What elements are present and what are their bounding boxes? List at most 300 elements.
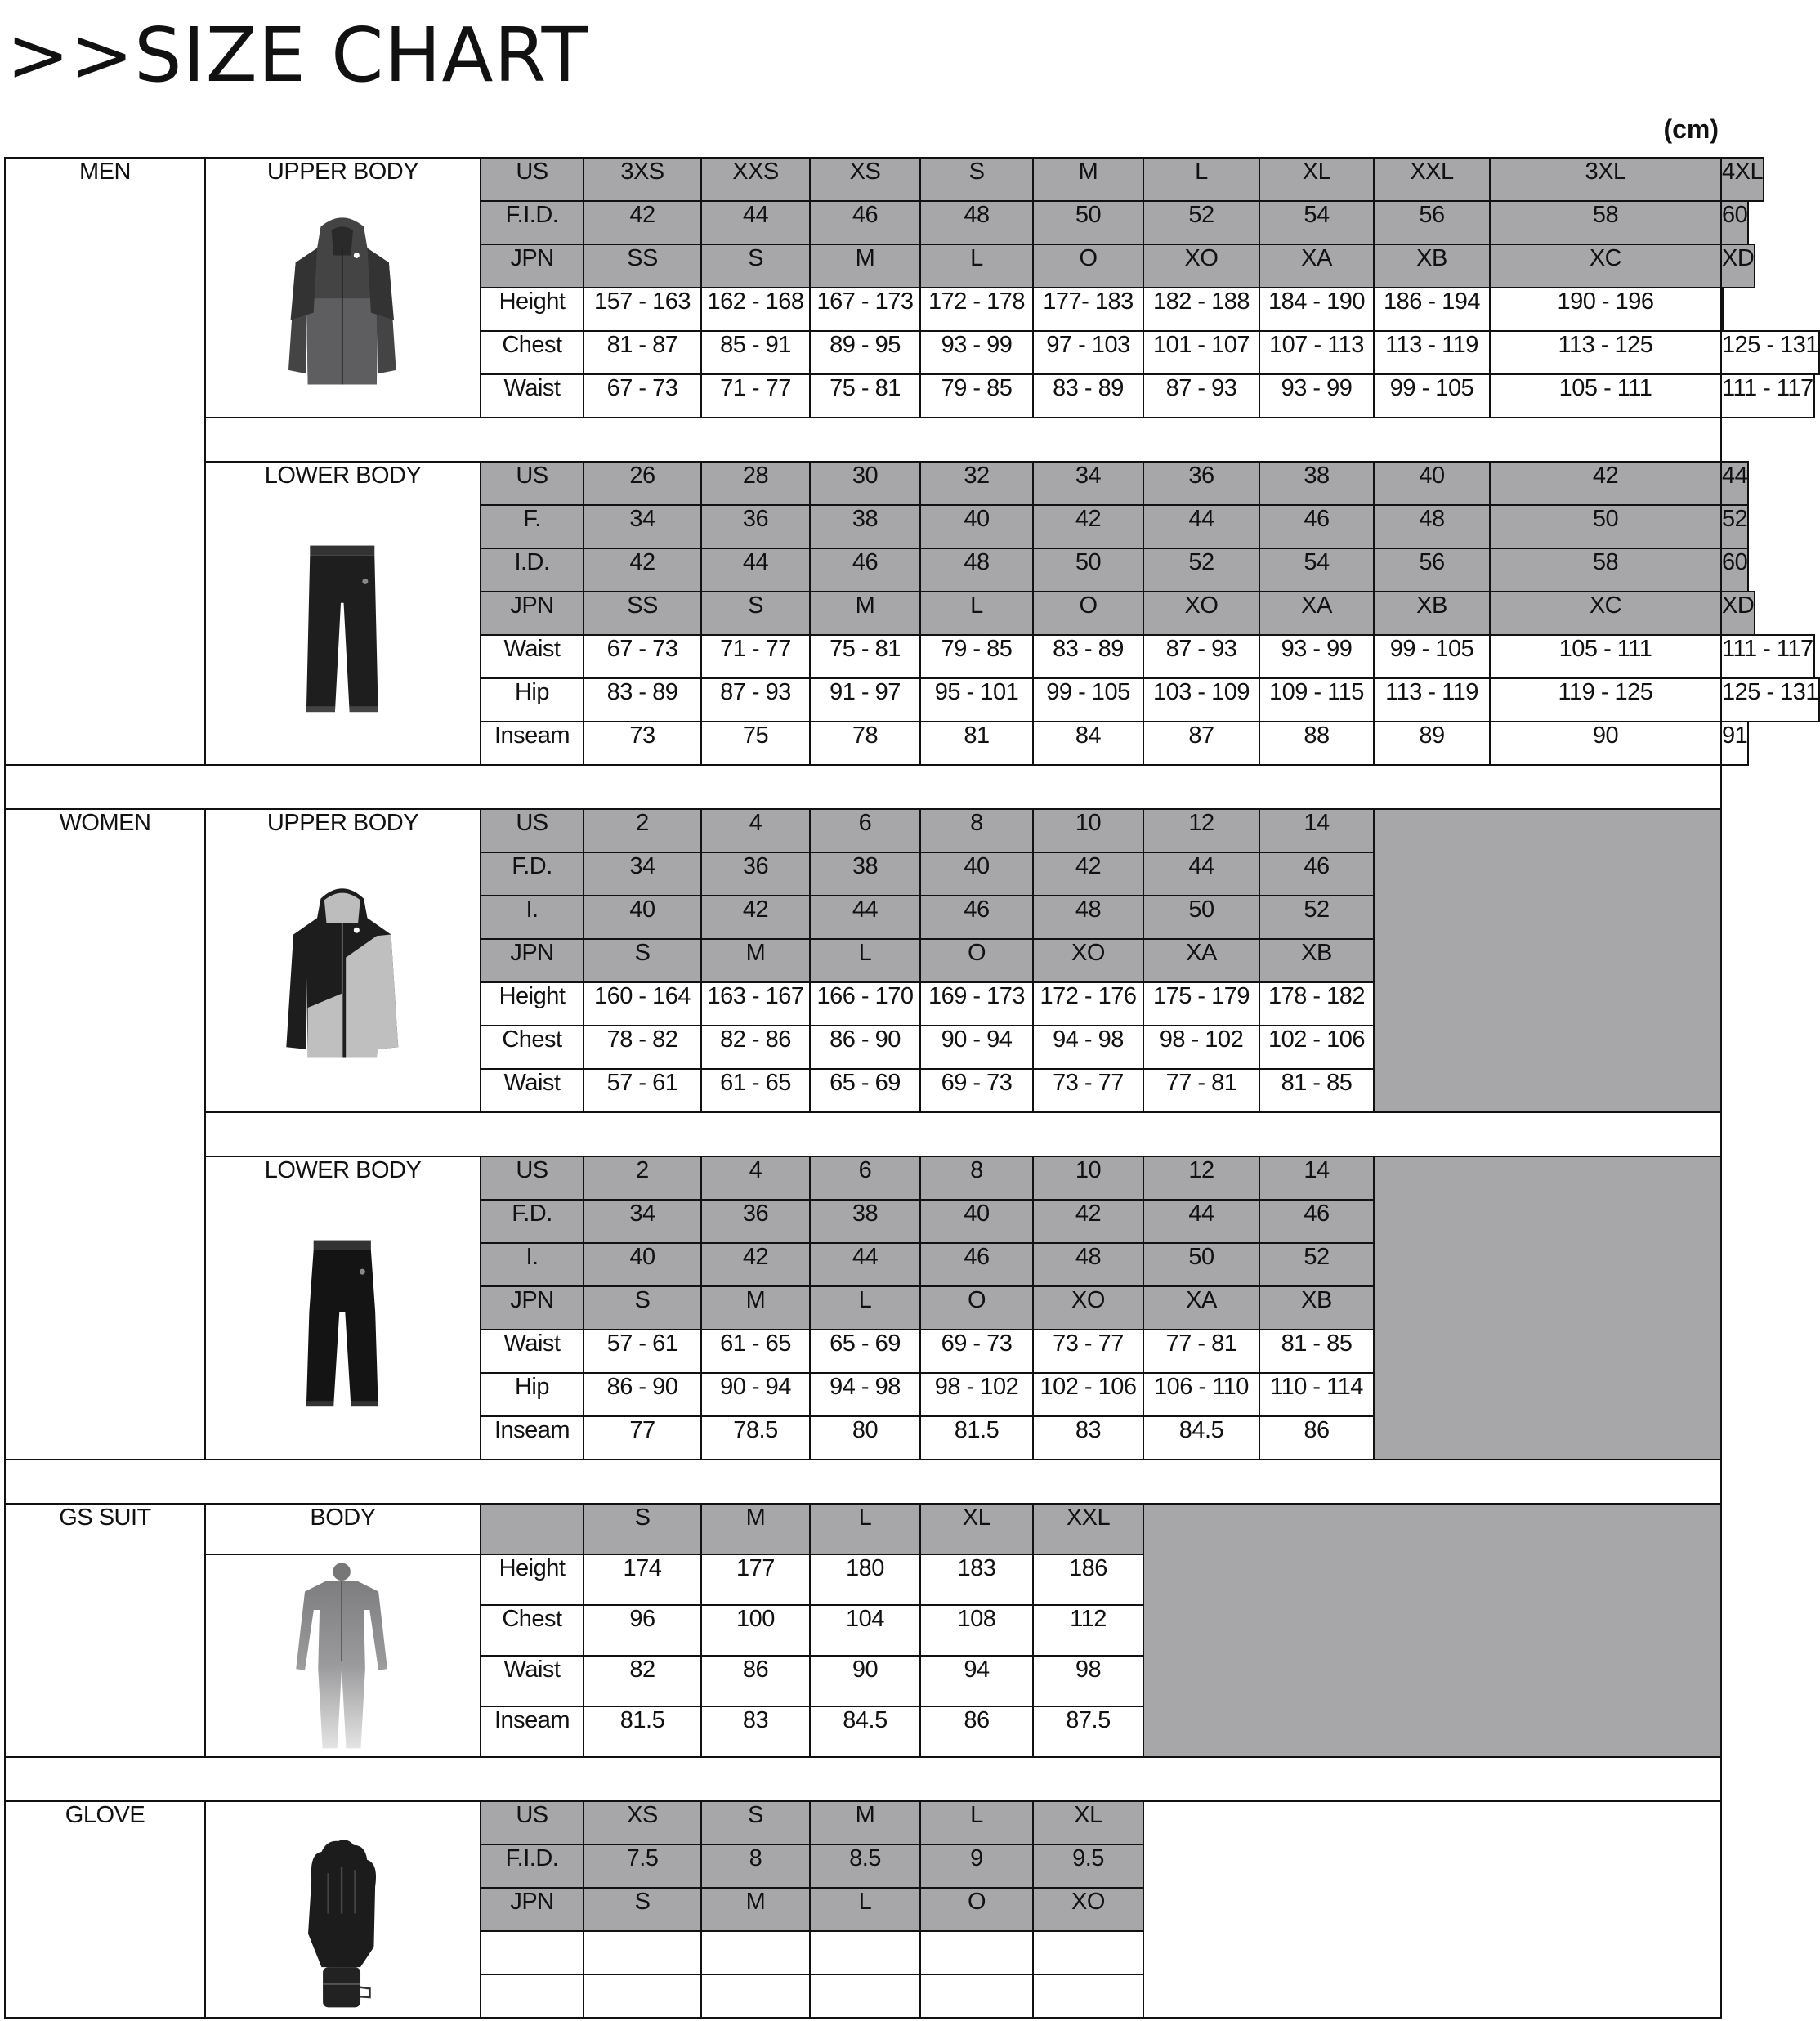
row-header: JPN bbox=[480, 1887, 584, 1932]
size-cell: XB bbox=[1259, 1285, 1375, 1330]
section-label: WOMEN bbox=[4, 808, 206, 1460]
row-header: US bbox=[480, 157, 584, 202]
size-cell: 86 - 90 bbox=[583, 1372, 702, 1417]
size-cell: 8 bbox=[700, 1844, 811, 1889]
row-header: F. bbox=[480, 504, 584, 549]
row-header: I. bbox=[480, 895, 584, 940]
unit-label: (cm) bbox=[1663, 114, 1719, 144]
size-cell: S bbox=[919, 157, 1034, 202]
size-cell: XL bbox=[1032, 1800, 1144, 1845]
section-separator bbox=[4, 1756, 1722, 1802]
size-cell: 109 - 115 bbox=[1259, 677, 1375, 722]
size-cell: S bbox=[700, 244, 811, 288]
size-cell: 46 bbox=[1259, 504, 1375, 549]
section-label: GLOVE bbox=[4, 1800, 206, 2019]
size-cell: 94 - 98 bbox=[809, 1372, 921, 1417]
size-cell: 75 - 81 bbox=[809, 373, 921, 418]
size-cell: 99 - 105 bbox=[1032, 677, 1144, 722]
size-cell: 8 bbox=[919, 808, 1034, 853]
size-cell: 183 bbox=[919, 1554, 1034, 1606]
size-cell: 75 - 81 bbox=[809, 634, 921, 679]
row-header: Height bbox=[480, 1554, 584, 1606]
block-separator bbox=[204, 417, 1722, 463]
row-header bbox=[480, 1974, 584, 2019]
size-cell: 93 - 99 bbox=[1259, 373, 1375, 418]
size-cell: 96 bbox=[583, 1604, 702, 1657]
size-cell: XB bbox=[1373, 244, 1491, 288]
size-cell: XC bbox=[1489, 591, 1722, 636]
size-cell: 90 - 94 bbox=[700, 1372, 811, 1417]
size-cell: 2 bbox=[583, 808, 702, 853]
size-cell: M bbox=[700, 938, 811, 983]
size-cell: 125 - 131 bbox=[1720, 330, 1820, 375]
row-header: US bbox=[480, 1156, 584, 1201]
size-cell: 57 - 61 bbox=[583, 1068, 702, 1113]
size-cell bbox=[1720, 287, 1724, 332]
size-cell: 174 bbox=[583, 1554, 702, 1606]
size-cell bbox=[700, 1974, 811, 2019]
row-header: Inseam bbox=[480, 721, 584, 766]
size-cell: 83 bbox=[700, 1706, 811, 1758]
row-header: Hip bbox=[480, 1372, 584, 1417]
size-cell: XA bbox=[1259, 591, 1375, 636]
size-cell: 162 - 168 bbox=[700, 287, 811, 332]
size-cell: S bbox=[583, 1285, 702, 1330]
size-cell: 178 - 182 bbox=[1259, 981, 1375, 1026]
size-cell: 172 - 176 bbox=[1032, 981, 1144, 1026]
blank-filler bbox=[1373, 1156, 1722, 1460]
size-cell: 9.5 bbox=[1032, 1844, 1144, 1889]
size-cell: 91 bbox=[1720, 721, 1749, 766]
size-cell bbox=[583, 1930, 702, 1975]
size-cell: 89 - 95 bbox=[809, 330, 921, 375]
size-cell: 81 - 85 bbox=[1259, 1329, 1375, 1374]
size-cell: 42 bbox=[1489, 461, 1722, 506]
size-cell bbox=[1032, 1974, 1144, 2019]
size-cell: 50 bbox=[1143, 1242, 1260, 1287]
size-cell: 107 - 113 bbox=[1259, 330, 1375, 375]
size-cell: 78 - 82 bbox=[583, 1025, 702, 1070]
size-cell: 38 bbox=[1259, 461, 1375, 506]
size-cell: 44 bbox=[809, 895, 921, 940]
size-cell: O bbox=[1032, 591, 1144, 636]
size-cell: 60 bbox=[1720, 200, 1749, 245]
size-cell: 77 - 81 bbox=[1143, 1068, 1260, 1113]
size-cell: 102 - 106 bbox=[1259, 1025, 1375, 1070]
size-cell: 32 bbox=[919, 461, 1034, 506]
size-cell: 52 bbox=[1143, 548, 1260, 592]
size-cell: 14 bbox=[1259, 1156, 1375, 1201]
size-cell: 98 bbox=[1032, 1655, 1144, 1707]
size-cell: XD bbox=[1720, 244, 1755, 288]
size-cell: 85 - 91 bbox=[700, 330, 811, 375]
size-cell: 81.5 bbox=[919, 1415, 1034, 1460]
size-cell: 44 bbox=[1143, 504, 1260, 549]
size-cell: XD bbox=[1720, 591, 1755, 636]
size-cell: XL bbox=[1259, 157, 1375, 202]
size-cell: L bbox=[809, 938, 921, 983]
row-header: I.D. bbox=[480, 548, 584, 592]
size-cell: 58 bbox=[1489, 200, 1722, 245]
size-cell: 87 - 93 bbox=[700, 677, 811, 722]
size-cell: 48 bbox=[1373, 504, 1491, 549]
size-cell: 78.5 bbox=[700, 1415, 811, 1460]
size-cell: 111 - 117 bbox=[1720, 373, 1815, 418]
size-cell: 56 bbox=[1373, 548, 1491, 592]
size-cell: 46 bbox=[919, 895, 1034, 940]
size-cell: 110 - 114 bbox=[1259, 1372, 1375, 1417]
size-cell: 73 - 77 bbox=[1032, 1068, 1144, 1113]
size-cell: 38 bbox=[809, 852, 921, 896]
size-cell: 65 - 69 bbox=[809, 1329, 921, 1374]
row-header: Waist bbox=[480, 373, 584, 418]
size-cell: M bbox=[1032, 157, 1144, 202]
size-cell: L bbox=[809, 1503, 921, 1555]
row-header: Chest bbox=[480, 1025, 584, 1070]
size-cell: 84.5 bbox=[809, 1706, 921, 1758]
size-cell: 60 bbox=[1720, 548, 1749, 592]
size-cell: S bbox=[583, 1503, 702, 1555]
size-cell: 90 bbox=[809, 1655, 921, 1707]
size-cell: 54 bbox=[1259, 548, 1375, 592]
size-cell: 40 bbox=[919, 504, 1034, 549]
size-cell: XB bbox=[1259, 938, 1375, 983]
size-cell: 34 bbox=[583, 852, 702, 896]
row-header: Waist bbox=[480, 1655, 584, 1707]
size-cell: 71 - 77 bbox=[700, 634, 811, 679]
size-cell: 166 - 170 bbox=[809, 981, 921, 1026]
size-cell: 83 - 89 bbox=[1032, 634, 1144, 679]
section-label: MEN bbox=[4, 157, 206, 766]
size-cell: O bbox=[919, 938, 1034, 983]
size-cell: M bbox=[809, 244, 921, 288]
size-cell: XS bbox=[583, 1800, 702, 1845]
size-cell: 52 bbox=[1259, 895, 1375, 940]
block-label: LOWER BODY bbox=[204, 1156, 481, 1460]
size-cell: 46 bbox=[809, 200, 921, 245]
section-separator bbox=[4, 764, 1722, 810]
size-cell: 50 bbox=[1143, 895, 1260, 940]
size-cell: 12 bbox=[1143, 1156, 1260, 1201]
size-cell: 46 bbox=[919, 1242, 1034, 1287]
size-cell: S bbox=[583, 1887, 702, 1932]
size-cell: 44 bbox=[1143, 1199, 1260, 1244]
size-cell: L bbox=[919, 1800, 1034, 1845]
size-cell: 99 - 105 bbox=[1373, 373, 1491, 418]
size-cell: 111 - 117 bbox=[1720, 634, 1815, 679]
size-cell: 9 bbox=[919, 1844, 1034, 1889]
size-cell: 34 bbox=[583, 504, 702, 549]
size-cell: 3XS bbox=[583, 157, 702, 202]
size-cell: 42 bbox=[700, 1242, 811, 1287]
size-cell: 79 - 85 bbox=[919, 634, 1034, 679]
row-header: F.I.D. bbox=[480, 200, 584, 245]
size-cell: 30 bbox=[809, 461, 921, 506]
size-cell: 100 bbox=[700, 1604, 811, 1657]
row-header: US bbox=[480, 808, 584, 853]
size-cell: 86 bbox=[919, 1706, 1034, 1758]
size-cell: 73 bbox=[583, 721, 702, 766]
women-jacket-icon bbox=[271, 879, 414, 1066]
size-cell: 4 bbox=[700, 1156, 811, 1201]
size-cell: 46 bbox=[1259, 1199, 1375, 1244]
size-cell: S bbox=[583, 938, 702, 983]
size-cell: 4XL bbox=[1720, 157, 1764, 202]
size-cell: 44 bbox=[700, 548, 811, 592]
size-cell: 80 bbox=[809, 1415, 921, 1460]
size-cell: 42 bbox=[1032, 504, 1144, 549]
size-cell bbox=[583, 1974, 702, 2019]
size-cell: 99 - 105 bbox=[1373, 634, 1491, 679]
size-cell: 81 - 87 bbox=[583, 330, 702, 375]
size-cell: SS bbox=[583, 591, 702, 636]
size-cell: 2 bbox=[583, 1156, 702, 1201]
size-cell: 69 - 73 bbox=[919, 1068, 1034, 1113]
row-header: Inseam bbox=[480, 1706, 584, 1758]
size-cell: 50 bbox=[1032, 548, 1144, 592]
size-cell bbox=[919, 1930, 1034, 1975]
size-cell: 3XL bbox=[1489, 157, 1722, 202]
size-cell: O bbox=[919, 1887, 1034, 1932]
row-header bbox=[480, 1503, 584, 1555]
blank-filler bbox=[1373, 808, 1722, 1113]
block-label: UPPER BODY bbox=[204, 157, 481, 418]
size-cell: 81 - 85 bbox=[1259, 1068, 1375, 1113]
size-cell: 52 bbox=[1259, 1242, 1375, 1287]
size-cell: 81.5 bbox=[583, 1706, 702, 1758]
size-cell: 108 bbox=[919, 1604, 1034, 1657]
size-cell: M bbox=[700, 1285, 811, 1330]
size-cell: 50 bbox=[1489, 504, 1722, 549]
size-cell: 81 bbox=[919, 721, 1034, 766]
size-cell: 90 bbox=[1489, 721, 1722, 766]
size-cell: 184 - 190 bbox=[1259, 287, 1375, 332]
size-cell: 119 - 125 bbox=[1489, 677, 1722, 722]
size-cell: 106 - 110 bbox=[1143, 1372, 1260, 1417]
size-cell: 8 bbox=[919, 1156, 1034, 1201]
size-cell: 113 - 119 bbox=[1373, 677, 1491, 722]
size-cell: 42 bbox=[583, 200, 702, 245]
size-cell: XA bbox=[1259, 244, 1375, 288]
size-cell: 175 - 179 bbox=[1143, 981, 1260, 1026]
size-cell: XO bbox=[1032, 938, 1144, 983]
size-cell: 67 - 73 bbox=[583, 373, 702, 418]
size-cell: L bbox=[809, 1285, 921, 1330]
size-cell: 34 bbox=[583, 1199, 702, 1244]
section-separator bbox=[4, 1459, 1722, 1505]
size-cell: 90 - 94 bbox=[919, 1025, 1034, 1070]
size-cell: 89 bbox=[1373, 721, 1491, 766]
row-header: Chest bbox=[480, 330, 584, 375]
row-header: F.D. bbox=[480, 1199, 584, 1244]
size-cell: 10 bbox=[1032, 1156, 1144, 1201]
size-cell: 36 bbox=[700, 852, 811, 896]
row-header: Height bbox=[480, 981, 584, 1026]
size-cell: 8.5 bbox=[809, 1844, 921, 1889]
size-cell: 75 bbox=[700, 721, 811, 766]
row-header: Waist bbox=[480, 1068, 584, 1113]
size-cell: 97 - 103 bbox=[1032, 330, 1144, 375]
section-label: GS SUIT bbox=[4, 1503, 206, 1758]
size-cell: 105 - 111 bbox=[1489, 373, 1722, 418]
size-cell bbox=[1032, 1930, 1144, 1975]
size-cell: M bbox=[809, 591, 921, 636]
size-cell: XL bbox=[919, 1503, 1034, 1555]
size-cell: 163 - 167 bbox=[700, 981, 811, 1026]
size-cell: 56 bbox=[1373, 200, 1491, 245]
row-header: Waist bbox=[480, 634, 584, 679]
size-cell: 167 - 173 bbox=[809, 287, 921, 332]
size-cell: 83 bbox=[1032, 1415, 1144, 1460]
size-cell: 87 - 93 bbox=[1143, 373, 1260, 418]
block-label: LOWER BODY bbox=[204, 461, 481, 766]
size-cell: 10 bbox=[1032, 808, 1144, 853]
size-cell: 82 - 86 bbox=[700, 1025, 811, 1070]
size-cell: 46 bbox=[1259, 852, 1375, 896]
size-cell: 40 bbox=[919, 1199, 1034, 1244]
size-cell: O bbox=[1032, 244, 1144, 288]
size-cell: 180 bbox=[809, 1554, 921, 1606]
size-cell: 104 bbox=[809, 1604, 921, 1657]
size-cell: 67 - 73 bbox=[583, 634, 702, 679]
size-cell: 58 bbox=[1489, 548, 1722, 592]
size-cell: 86 bbox=[1259, 1415, 1375, 1460]
size-cell: 34 bbox=[1032, 461, 1144, 506]
size-cell: XO bbox=[1032, 1887, 1144, 1932]
size-cell: L bbox=[809, 1887, 921, 1932]
size-cell: 98 - 102 bbox=[1143, 1025, 1260, 1070]
size-cell: 44 bbox=[1720, 461, 1749, 506]
size-cell: 52 bbox=[1720, 504, 1749, 549]
size-cell: 73 - 77 bbox=[1032, 1329, 1144, 1374]
size-cell: 98 - 102 bbox=[919, 1372, 1034, 1417]
size-cell: 44 bbox=[809, 1242, 921, 1287]
size-cell: 112 bbox=[1032, 1604, 1144, 1657]
row-header: F.I.D. bbox=[480, 1844, 584, 1889]
size-cell: 38 bbox=[809, 504, 921, 549]
block-label: BODY bbox=[204, 1503, 481, 1555]
size-cell: 157 - 163 bbox=[583, 287, 702, 332]
size-cell: 69 - 73 bbox=[919, 1329, 1034, 1374]
size-cell: S bbox=[700, 591, 811, 636]
row-header: JPN bbox=[480, 244, 584, 288]
size-cell: 101 - 107 bbox=[1143, 330, 1260, 375]
size-cell: 42 bbox=[1032, 1199, 1144, 1244]
row-header: Hip bbox=[480, 677, 584, 722]
size-cell: 95 - 101 bbox=[919, 677, 1034, 722]
size-cell: 87 - 93 bbox=[1143, 634, 1260, 679]
size-cell: 6 bbox=[809, 808, 921, 853]
size-cell: M bbox=[700, 1887, 811, 1932]
men-pants-icon bbox=[271, 531, 414, 719]
size-cell: 71 - 77 bbox=[700, 373, 811, 418]
size-cell: 7.5 bbox=[583, 1844, 702, 1889]
size-cell: 48 bbox=[1032, 1242, 1144, 1287]
size-cell: 42 bbox=[1032, 852, 1144, 896]
size-cell: XXS bbox=[700, 157, 811, 202]
size-cell: 93 - 99 bbox=[919, 330, 1034, 375]
row-header: Inseam bbox=[480, 1415, 584, 1460]
size-cell: 50 bbox=[1032, 200, 1144, 245]
size-cell: 82 bbox=[583, 1655, 702, 1707]
size-cell: XS bbox=[809, 157, 921, 202]
blank-filler bbox=[1143, 1503, 1722, 1758]
size-cell: 83 - 89 bbox=[1032, 373, 1144, 418]
size-cell: XO bbox=[1143, 244, 1260, 288]
size-cell: L bbox=[1143, 157, 1260, 202]
row-header: JPN bbox=[480, 938, 584, 983]
size-cell: 160 - 164 bbox=[583, 981, 702, 1026]
row-header: US bbox=[480, 461, 584, 506]
size-cell: 61 - 65 bbox=[700, 1329, 811, 1374]
glove-icon bbox=[275, 1833, 409, 2009]
size-cell: 94 - 98 bbox=[1032, 1025, 1144, 1070]
size-cell: L bbox=[919, 591, 1034, 636]
size-cell: 86 bbox=[700, 1655, 811, 1707]
size-cell bbox=[809, 1930, 921, 1975]
row-header: F.D. bbox=[480, 852, 584, 896]
row-header: Height bbox=[480, 287, 584, 332]
row-header: I. bbox=[480, 1242, 584, 1287]
size-cell: 57 - 61 bbox=[583, 1329, 702, 1374]
size-cell: 86 - 90 bbox=[809, 1025, 921, 1070]
size-cell: XA bbox=[1143, 938, 1260, 983]
size-cell: XA bbox=[1143, 1285, 1260, 1330]
size-cell: 105 - 111 bbox=[1489, 634, 1722, 679]
size-cell: 177- 183 bbox=[1032, 287, 1144, 332]
size-cell: 52 bbox=[1143, 200, 1260, 245]
size-cell: 42 bbox=[583, 548, 702, 592]
size-cell: 113 - 125 bbox=[1489, 330, 1722, 375]
size-cell: 26 bbox=[583, 461, 702, 506]
size-cell: 186 bbox=[1032, 1554, 1144, 1606]
size-cell: 91 - 97 bbox=[809, 677, 921, 722]
size-cell: 94 bbox=[919, 1655, 1034, 1707]
size-cell: 40 bbox=[583, 1242, 702, 1287]
gs-suit-icon bbox=[268, 1558, 415, 1751]
row-header: JPN bbox=[480, 1285, 584, 1330]
women-pants-icon bbox=[271, 1226, 414, 1414]
size-cell: 84.5 bbox=[1143, 1415, 1260, 1460]
block-separator bbox=[204, 1111, 1722, 1157]
size-cell: 65 - 69 bbox=[809, 1068, 921, 1113]
size-cell: 190 - 196 bbox=[1489, 287, 1722, 332]
size-cell bbox=[919, 1974, 1034, 2019]
size-cell: 40 bbox=[1373, 461, 1491, 506]
size-cell: 77 bbox=[583, 1415, 702, 1460]
size-cell: 186 - 194 bbox=[1373, 287, 1491, 332]
size-cell: 40 bbox=[919, 852, 1034, 896]
size-cell: 48 bbox=[919, 548, 1034, 592]
size-cell: 36 bbox=[700, 504, 811, 549]
blank-filler bbox=[1143, 1800, 1722, 2019]
size-chart-table bbox=[4, 157, 1819, 2016]
men-jacket-icon bbox=[271, 205, 414, 393]
size-cell: 84 bbox=[1032, 721, 1144, 766]
size-cell: 38 bbox=[809, 1199, 921, 1244]
size-cell: 44 bbox=[1143, 852, 1260, 896]
size-cell: XB bbox=[1373, 591, 1491, 636]
size-cell: 14 bbox=[1259, 808, 1375, 853]
row-header: Chest bbox=[480, 1604, 584, 1657]
row-header: Waist bbox=[480, 1329, 584, 1374]
size-cell: 83 - 89 bbox=[583, 677, 702, 722]
size-cell bbox=[809, 1974, 921, 2019]
block-label: UPPER BODY bbox=[204, 808, 481, 1113]
size-cell: 93 - 99 bbox=[1259, 634, 1375, 679]
size-cell: 46 bbox=[809, 548, 921, 592]
size-cell: 79 - 85 bbox=[919, 373, 1034, 418]
